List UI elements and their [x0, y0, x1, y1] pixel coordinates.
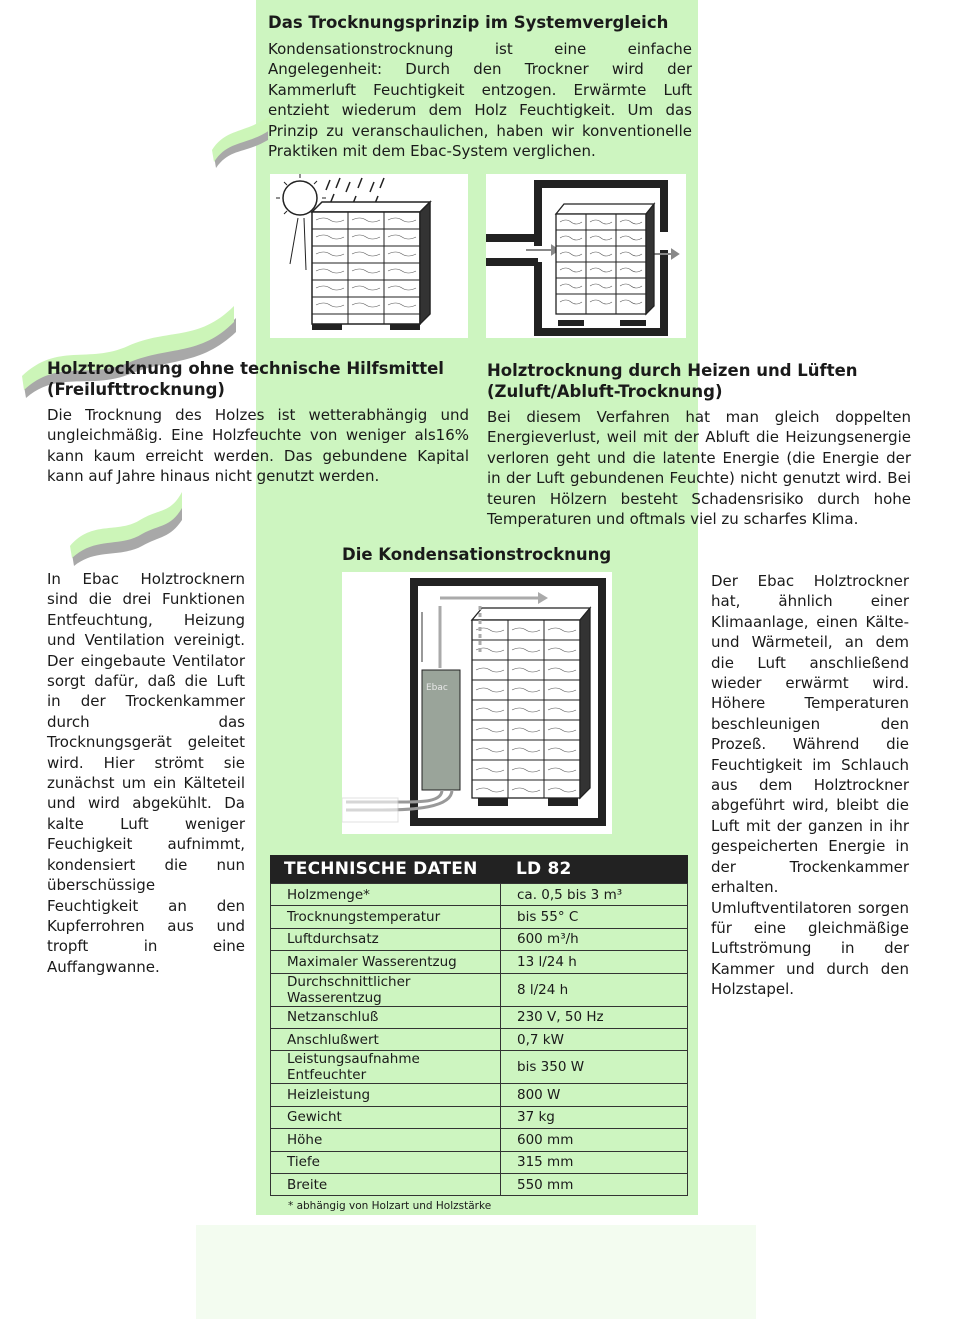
table-row: [271, 973, 688, 1006]
figure-open-air-drying: [270, 174, 468, 338]
technical-data-footnote: * abhängig von Holzart und Holzstärke: [288, 1200, 492, 1213]
spec-label: Leistungsaufnahme Entfeuchter: [271, 1051, 501, 1084]
device-label: Ebac: [426, 683, 448, 693]
spec-value: 13 l/24 h: [501, 951, 688, 973]
spec-value: 800 W: [501, 1084, 688, 1106]
spec-label: Breite: [271, 1173, 501, 1195]
table-row: [271, 906, 688, 928]
technical-data-model: LD 82: [516, 859, 572, 879]
spec-value: 600 mm: [501, 1129, 688, 1151]
section-heating-title: Holztrocknung durch Heizen und Lüften: [487, 361, 858, 380]
table-row: [271, 1028, 688, 1050]
section-open-air-heading: [47, 358, 447, 400]
spec-value: 8 l/24 h: [501, 973, 688, 1006]
figure-heating-ventilation: [486, 174, 686, 338]
table-row: [271, 1051, 688, 1084]
table-row: [271, 951, 688, 973]
table-row: [271, 928, 688, 950]
ribbon-decoration-top: [208, 108, 272, 178]
table-row: [271, 884, 688, 906]
technical-data-title: TECHNISCHE DATEN: [284, 859, 478, 879]
table-row: [271, 1106, 688, 1128]
spec-value: 230 V, 50 Hz: [501, 1006, 688, 1028]
section-open-air-text: Die Trocknung des Holzes ist wetterabhängig und ungleichmäßig. Eine Holzfeuchte von weniger als16% kann kaum erreicht werden. Das gebundene Kapital kann auf Jahre hinaus nicht genutzt werden.: [47, 406, 469, 486]
spec-label: Luftdurchsatz: [271, 928, 501, 950]
spec-label: Maximaler Wasserentzug: [271, 951, 501, 973]
figure-condensation-drying: [342, 572, 612, 834]
technical-data-rows: [270, 883, 688, 1196]
spec-value: 315 mm: [501, 1151, 688, 1173]
table-row: [271, 1006, 688, 1028]
spec-value: 37 kg: [501, 1106, 688, 1128]
spec-label: Tiefe: [271, 1151, 501, 1173]
technical-data-table: [270, 855, 688, 1212]
spec-value: bis 350 W: [501, 1051, 688, 1084]
spec-label: Anschlußwert: [271, 1028, 501, 1050]
wood-stack: [312, 202, 430, 324]
spec-value: bis 55° C: [501, 906, 688, 928]
condensation-left-text: In Ebac Holztrocknern sind die drei Funktionen Entfeuchtung, Heizung und Ventilation vereinigt. Der eingebaute Ventilator sorgt dafür, daß die Luft in der Trockenkammer durch das Trocknungsgerät geleitet wird. Hier strömt sie zunächst um ein Kälteteil und wird abgekühlt. Da kalte Luft weniger Feuchigkeit aufnimmt, kondensiert die nun überschüssige Feuchtigkeit an den Kupferrohren aus und tropft in eine Auffangwanne.: [47, 570, 245, 976]
spec-value: 0,7 kW: [501, 1028, 688, 1050]
section-heating-heading: [487, 360, 927, 402]
spec-label: Höhe: [271, 1129, 501, 1151]
intro-title: Das Trocknungsprinzip im Systemvergleich: [268, 13, 669, 32]
table-row: [271, 1129, 688, 1151]
spec-value: ca. 0,5 bis 3 m³: [501, 884, 688, 906]
wood-stack: [556, 204, 654, 314]
condensation-right-text: Der Ebac Holztrockner hat, ähnlich einer Klimaanlage, einen Kälte- und Wärmeteil, an dem die Luft anschließend wieder erwärmt wird. Höhere Temperaturen beschleunigen den Prozeß. Während die Feuchtigkeit im Schlauch aus dem Holztrockner abgeführt wird, bleibt die Luft mit der ganzen in ihr gespeicherten Energie in der Trockenkammer erhalten. Umluftventilatoren sorgen für eine gleichmäßige Luftströmung in der Kammer und durch den Holzstapel.: [711, 572, 909, 999]
spec-label: Holzmenge*: [271, 884, 501, 906]
faded-footer-band: [196, 1225, 756, 1319]
technical-data-header: [270, 855, 688, 883]
spec-value: 600 m³/h: [501, 928, 688, 950]
table-row: [271, 1084, 688, 1106]
section-open-air-title: Holztrocknung ohne technische Hilfsmittel: [47, 359, 444, 378]
spec-label: Netzanschluß: [271, 1006, 501, 1028]
section-open-air-subtitle: (Freilufttrocknung): [47, 380, 225, 399]
intro-text: Kondensationstrocknung ist eine einfache Angelegenheit: Durch den Trockner wird der Kammerluft Feuchtigkeit entzogen. Erwärmte Luft entzieht wiederum dem Holz Feuchtigkeit. Um das Prinzip zu veranschaulichen, haben wir konventionelle Praktiken mit dem Ebac-System verglichen.: [268, 40, 692, 161]
table-row: [271, 1151, 688, 1173]
dehumidifier-unit: [422, 670, 460, 790]
spec-label: Gewicht: [271, 1106, 501, 1128]
spec-value: 550 mm: [501, 1173, 688, 1195]
condensation-title: Die Kondensationstrocknung: [342, 545, 612, 564]
section-heating-text: Bei diesem Verfahren hat man gleich doppelten Energieverlust, weil mit der Abluft die Heizungsenergie verloren geht und die latente Energie (die Energie der in der Luft gebundenen Feuchte) nicht genutzt wird. Bei teuren Hölzern besteht Schadensrisiko durch hohe Temperaturen und oftmals viel zu scharfes Klima.: [487, 408, 911, 529]
section-heating-subtitle: (Zuluft/Abluft-Trocknung): [487, 382, 723, 401]
wood-stack: [472, 608, 590, 798]
table-row: [271, 1173, 688, 1195]
spec-label: Durchschnittlicher Wasserentzug: [271, 973, 501, 1006]
spec-label: Trocknungstemperatur: [271, 906, 501, 928]
ribbon-decoration-lower: [66, 488, 186, 568]
spec-label: Heizleistung: [271, 1084, 501, 1106]
